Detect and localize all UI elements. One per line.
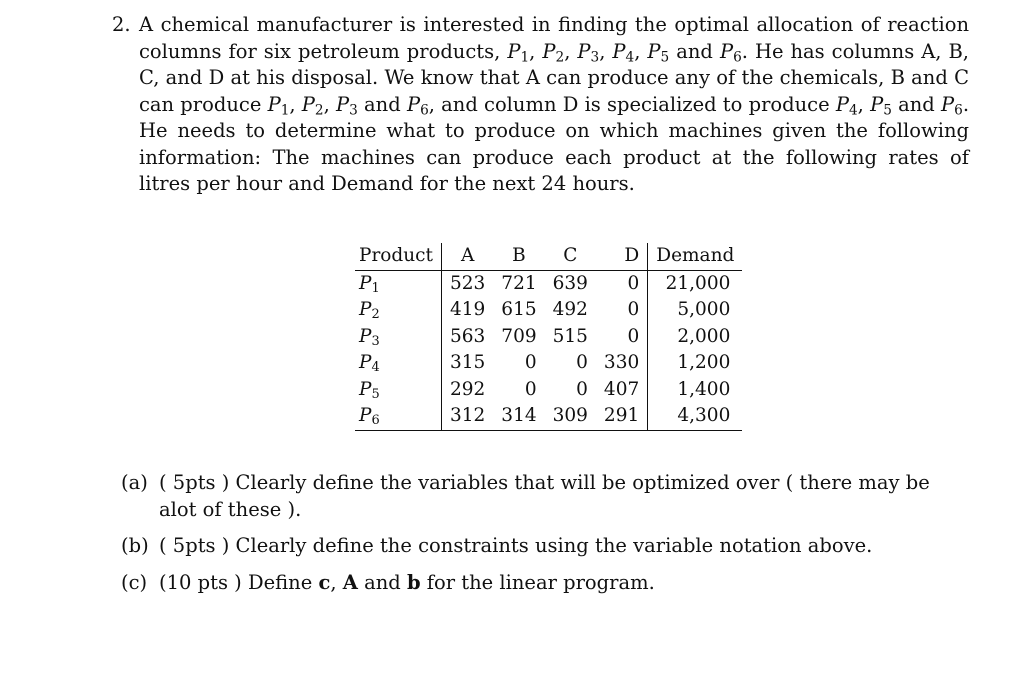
header-d: D bbox=[596, 243, 648, 270]
rate-b: 314 bbox=[493, 403, 544, 430]
demand-cell: 1,400 bbox=[648, 377, 743, 404]
rate-a: 312 bbox=[441, 403, 493, 430]
rate-b: 615 bbox=[501, 299, 537, 320]
part-c-vector-b: b bbox=[406, 570, 421, 594]
rate-c: 0 bbox=[576, 378, 588, 400]
part-a-label: (a) bbox=[121, 471, 148, 494]
table-row bbox=[355, 377, 742, 404]
rate-d: 0 bbox=[627, 325, 640, 347]
part-a bbox=[121, 470, 951, 523]
columns-text: . He has columns A, B, C, and D at his disposal. We know that A can produce any of the chemicals, B and C can produce bbox=[139, 39, 970, 116]
rate-a: 315 bbox=[441, 350, 493, 377]
table-row bbox=[355, 403, 742, 430]
question-parts bbox=[121, 470, 951, 606]
header-demand: Demand bbox=[648, 243, 743, 270]
problem-intro: A chemical manufacturer is interested in finding the optimal allocation of reaction columns for six petroleum products, bbox=[139, 13, 969, 63]
rate-a: 563 bbox=[441, 324, 493, 351]
table-header-row bbox=[355, 243, 742, 270]
needs-text: . He needs to determine what to produce on which machines given the following information: The machines can produce each product at the following rates of litres per hour and Demand for the next 24 hours. bbox=[139, 92, 970, 195]
demand-cell: 2,000 bbox=[648, 324, 743, 351]
header-b: B bbox=[493, 243, 544, 270]
rate-d: 291 bbox=[596, 403, 648, 430]
rate-b: 721 bbox=[501, 272, 537, 294]
rate-c: 639 bbox=[552, 272, 588, 294]
rate-b: 0 bbox=[524, 378, 537, 400]
rates-table bbox=[355, 243, 742, 431]
part-c-label: (c) bbox=[121, 570, 148, 594]
part-c-vector-c: c bbox=[318, 570, 331, 594]
rate-d: 330 bbox=[603, 352, 640, 373]
rate-c: 0 bbox=[576, 352, 588, 373]
problem-number: 2. bbox=[112, 13, 131, 36]
table-row bbox=[355, 270, 742, 297]
rates-table-wrapper bbox=[355, 243, 742, 431]
var-p5: $P_5$ bbox=[647, 39, 670, 65]
product-cell: $P_5$ bbox=[359, 378, 380, 402]
rate-d: 407 bbox=[603, 378, 640, 400]
part-c-post: for the linear program. bbox=[426, 570, 655, 594]
var-p2: $P_2$ bbox=[542, 39, 565, 65]
product-cell: $P_2$ bbox=[359, 299, 380, 323]
product-cell: $P_3$ bbox=[359, 325, 380, 349]
rate-b: 709 bbox=[501, 325, 537, 347]
part-b-label: (b) bbox=[121, 534, 149, 557]
table-row bbox=[355, 350, 742, 377]
product-cell: $P_4$ bbox=[359, 352, 380, 376]
part-b-text: ( 5pts ) Clearly define the constraints using the variable notation above. bbox=[159, 534, 873, 557]
d-text: , and column D is specialized to produce bbox=[428, 92, 830, 116]
part-c: (c) (10 pts ) Define c, A and b for the linear program. bbox=[121, 570, 951, 597]
part-b bbox=[121, 533, 951, 560]
rate-c: 309 bbox=[545, 403, 596, 430]
header-c: C bbox=[545, 243, 596, 270]
part-a-text: ( 5pts ) Clearly define the variables that will be optimized over ( there may be alot of these ). bbox=[159, 471, 930, 521]
part-c-matrix-a: A bbox=[342, 570, 358, 594]
demand-cell: 1,200 bbox=[648, 350, 743, 377]
var-p3: $P_3$ bbox=[577, 39, 600, 65]
problem-block bbox=[112, 12, 972, 198]
rate-d: 0 bbox=[627, 299, 640, 320]
rate-c: 492 bbox=[552, 299, 588, 320]
header-product: Product bbox=[355, 243, 441, 270]
header-a: A bbox=[441, 243, 493, 270]
demand-cell: 4,300 bbox=[648, 403, 743, 430]
demand-cell: 21,000 bbox=[648, 270, 743, 297]
table-row bbox=[355, 324, 742, 351]
demand-cell: 5,000 bbox=[648, 297, 743, 324]
rate-a: 419 bbox=[441, 297, 493, 324]
product-cell: $P_1$ bbox=[359, 272, 380, 296]
rate-a: 292 bbox=[441, 377, 493, 404]
var-p6: $P_6$ bbox=[719, 39, 742, 65]
part-c-pre: (10 pts ) Define bbox=[159, 570, 313, 594]
rate-c: 515 bbox=[552, 325, 588, 347]
product-cell: $P_6$ bbox=[355, 403, 441, 430]
var-p4: $P_4$ bbox=[612, 39, 635, 65]
problem-statement: A chemical manufacturer is interested in finding the optimal allocation of reaction columns for six petroleum products, $P_1$, $P_2$, $P_3$, $P_4$, $P_5$ and $P_6$. He has columns A, B, C, and D at his disposal. We know that A can produce any of the chemicals, B and C can produce $P_1$, $P_2$, $P_3$ and $P_6$, and column D is specialized to produce $P_4$, $P_5$ and $P_6$. He needs to determine what to produce on which machines given the following information: The machines can produce each product at the following rates of litres per hour and Demand for the next 24 hours. bbox=[139, 13, 970, 195]
and-word: and bbox=[676, 39, 713, 63]
var-p1: $P_1$ bbox=[507, 39, 530, 65]
table-row bbox=[355, 297, 742, 324]
rate-b: 0 bbox=[524, 352, 537, 373]
rate-a: 523 bbox=[441, 270, 493, 297]
rate-d: 0 bbox=[627, 272, 640, 294]
